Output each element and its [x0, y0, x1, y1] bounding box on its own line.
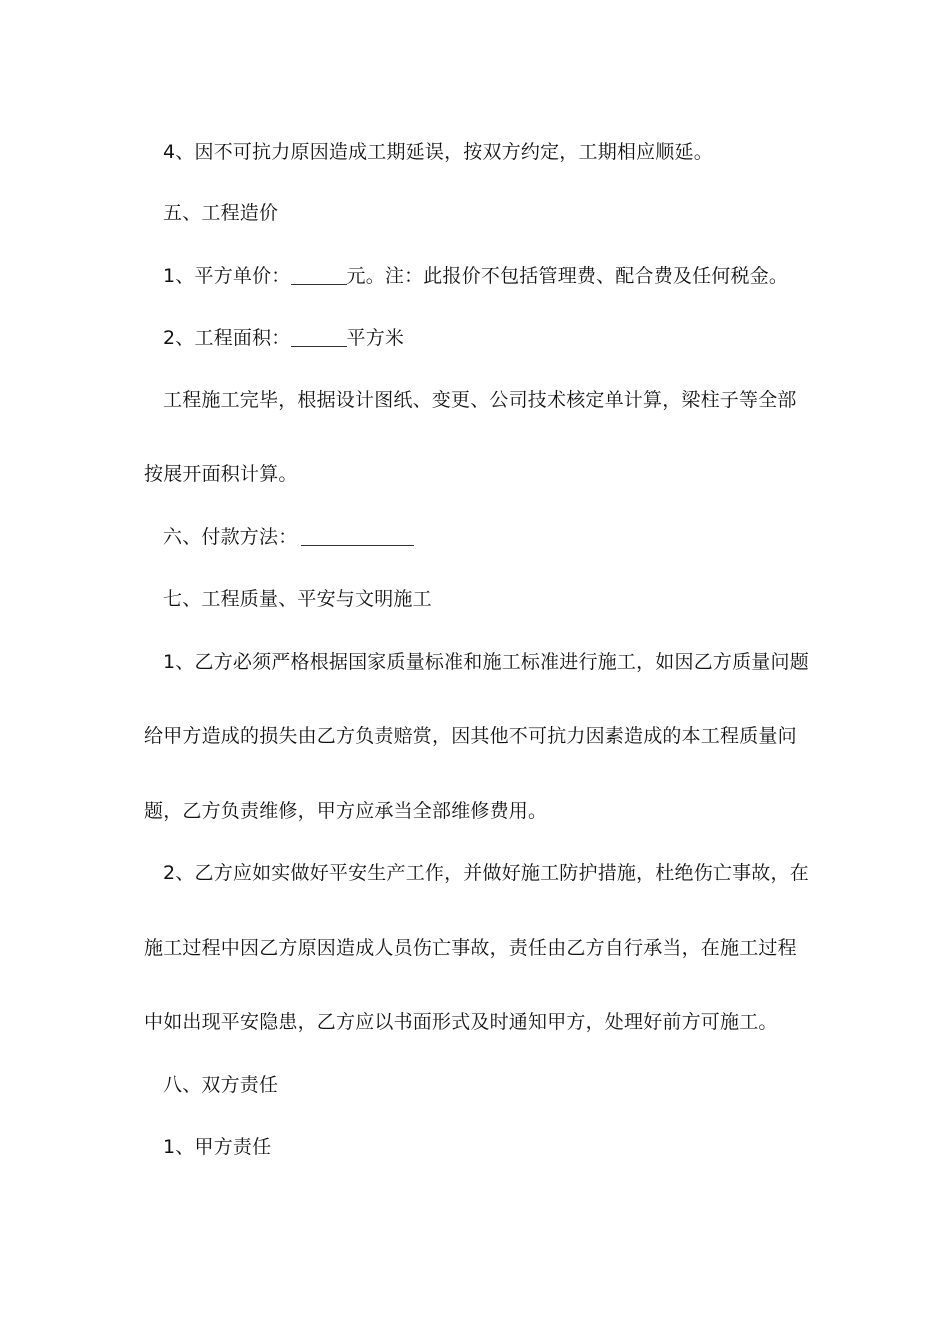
unit-price-blank	[291, 266, 347, 285]
paragraph-calc-line-2: 按展开面积计算。	[144, 463, 298, 485]
payment-blank	[301, 527, 414, 546]
clause-party-a-heading: 1、甲方责任	[163, 1136, 272, 1158]
clause-quality-line-2: 给甲方造成的损失由乙方负责赔赏，因其他不可抗力因素造成的本工程质量问	[144, 725, 797, 747]
clause-area	[163, 326, 404, 350]
clause-safety-line-2: 施工过程中因乙方原因造成人员伤亡事故，责任由乙方自行承当，在施工过程	[144, 937, 797, 959]
paragraph-calc-line-1: 工程施工完毕，根据设计图纸、变更、公司技术核定单计算，梁柱子等全部	[163, 389, 797, 411]
clause-4-delay: 4、因不可抗力原因造成工期延误，按双方约定，工期相应顺延。	[163, 141, 713, 163]
section-6-payment	[163, 525, 414, 549]
area-blank	[291, 328, 347, 347]
clause-quality-line-3: 题，乙方负责维修，甲方应承当全部维修费用。	[144, 800, 548, 822]
clause-unit-price	[163, 264, 788, 288]
clause-safety-line-3: 中如出现平安隐患，乙方应以书面形式及时通知甲方，处理好前方可施工。	[144, 1011, 778, 1033]
section-8-heading: 八、双方责任	[163, 1074, 279, 1096]
clause-quality-line-1: 1、乙方必须严格根据国家质量标准和施工标准进行施工，如因乙方质量问题	[163, 651, 809, 673]
unit-price-label: 1、平方单价：	[163, 265, 291, 287]
payment-label: 六、付款方法：	[163, 526, 298, 548]
clause-safety-line-1: 2、乙方应如实做好平安生产工作，并做好施工防护措施，杜绝伤亡事故，在	[163, 862, 809, 884]
unit-price-note: 元。注：此报价不包括管理费、配合费及任何税金。	[346, 265, 789, 287]
section-7-heading: 七、工程质量、平安与文明施工	[163, 588, 432, 610]
area-label: 2、工程面积：	[163, 327, 291, 349]
area-unit: 平方米	[346, 327, 405, 349]
section-5-heading: 五、工程造价	[163, 202, 279, 224]
